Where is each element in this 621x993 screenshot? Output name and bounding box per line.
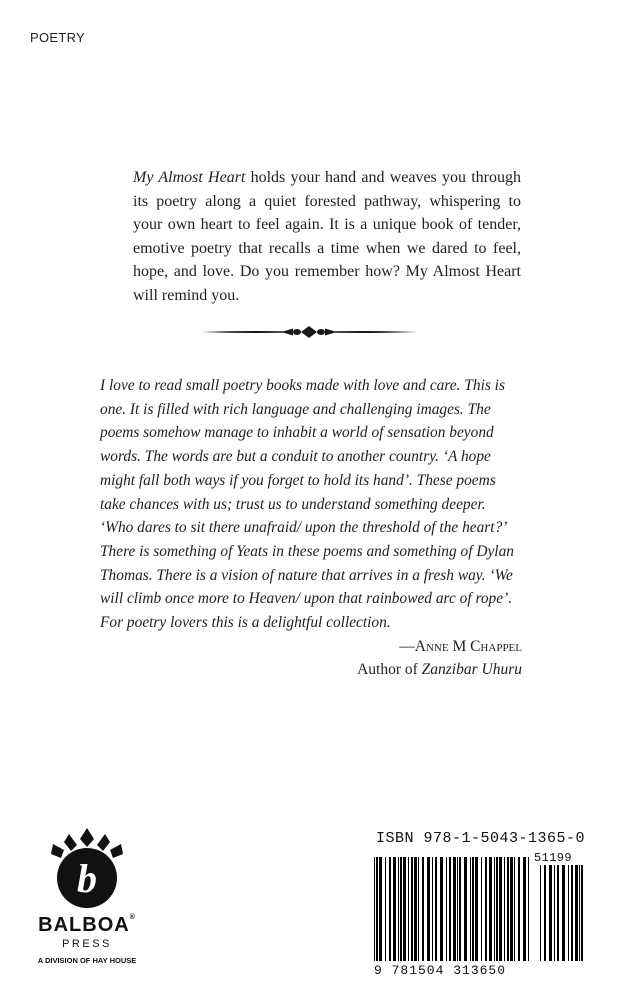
barcode-bar: [554, 865, 555, 961]
svg-text:b: b: [77, 856, 97, 901]
barcode-bar: [518, 857, 520, 961]
barcode-bar: [457, 857, 458, 961]
review-attribution: [280, 636, 522, 681]
barcode-bar: [485, 857, 487, 961]
barcode-bar: [453, 857, 456, 961]
barcode-bar: [528, 857, 529, 961]
barcode-bar: [557, 865, 559, 961]
book-blurb: [133, 166, 521, 308]
isbn-barcode: [374, 830, 590, 982]
barcode-bar: [389, 857, 391, 961]
barcode-bar: [379, 857, 382, 961]
barcode-bar: [549, 865, 552, 961]
barcode-bar: [376, 857, 378, 961]
barcode-bar: [403, 857, 406, 961]
barcode-bar: [571, 865, 573, 961]
barcode-bar: [414, 857, 417, 961]
ornament-divider: [201, 322, 417, 342]
barcode-bar: [489, 857, 492, 961]
barcode-bar: [544, 865, 546, 961]
barcode-bar: [411, 857, 413, 961]
publisher-imprint: PRESS: [62, 938, 112, 950]
barcode-bar: [440, 857, 443, 961]
category-label: POETRY: [30, 30, 86, 45]
barcode-bar: [446, 857, 447, 961]
barcode-bar: [540, 865, 541, 961]
barcode-bar: [562, 865, 565, 961]
author-name: Anne M Chappel: [414, 638, 522, 655]
blurb-text: holds your hand and weaves you through its poetry along a quiet forested pathway, whispering to your own heart to feel again. It is a unique book of tender, emotive poetry that recalls a time when we dared to feel, hope, and love. Do you remember how? My Almost Heart will remind you.: [133, 169, 522, 304]
publisher-logo: [28, 828, 146, 968]
barcode-bar: [581, 865, 583, 961]
barcode-bar: [374, 857, 375, 961]
barcode-ean-digits: 9 781504 313650: [374, 963, 507, 978]
publisher-brand: BALBOA®: [38, 914, 136, 936]
barcode-bar: [393, 857, 396, 961]
barcode-bar: [400, 857, 402, 961]
barcode-bar: [418, 857, 419, 961]
lotus-b-icon: [50, 828, 124, 912]
author-credit: Author of Zanzibar Uhuru: [357, 660, 522, 678]
barcode-bar: [385, 857, 386, 961]
barcode-bar: [432, 857, 433, 961]
blurb-book-title: My Almost Heart: [133, 169, 246, 186]
barcode-bar: [464, 857, 467, 961]
barcode-bar: [507, 857, 509, 961]
review-author: —Anne M Chappel: [399, 638, 522, 655]
barcode-bar: [504, 857, 505, 961]
barcode-bar: [514, 857, 515, 961]
barcode-bar: [494, 857, 495, 961]
barcode-bar: [408, 857, 409, 961]
barcode-bar: [472, 857, 474, 961]
barcode-bar: [470, 857, 471, 961]
barcode-bar: [499, 857, 502, 961]
barcode-bar: [481, 857, 482, 961]
barcode-bar: [575, 865, 578, 961]
barcode-bar: [475, 857, 478, 961]
barcode-addon-digits: 51199: [534, 851, 573, 865]
review-quote: I love to read small poetry books made with love and care. This is one. It is filled with rich language and challenging images. The poems somehow manage to inhabit a world of sensation beyond words. The words are but a conduit to another country. ‘A hope might fall both ways if you forget to hold its hand’. These poems take chances with us; trust us to understand something deeper. ‘Who dares to sit there unafraid/ upon the threshold of the heart?’ There is something of Yeats in these poems and something of Dylan Thomas. There is a vision of nature that arrives in a fresh way. ‘We will climb once more to Heaven/ upon that rainbowed arc of rope’. For poetry lovers this is a delightful collection.: [100, 377, 514, 632]
barcode-bar: [459, 857, 461, 961]
barcode-bar: [510, 857, 513, 961]
barcode-bars: [374, 851, 590, 963]
publisher-division: A DIVISION OF HAY HOUSE: [37, 956, 137, 965]
barcode-bar: [449, 857, 451, 961]
barcode-bar: [579, 865, 580, 961]
barcode-bar: [398, 857, 399, 961]
barcode-bar: [435, 857, 437, 961]
barcode-bar: [496, 857, 498, 961]
isbn-number: ISBN 978-1-5043-1365-0: [376, 830, 586, 847]
credit-book-title: Zanzibar Uhuru: [421, 660, 522, 678]
barcode-bar: [427, 857, 430, 961]
barcode-bar: [422, 857, 424, 961]
barcode-bar: [568, 865, 569, 961]
barcode-bar: [523, 857, 526, 961]
